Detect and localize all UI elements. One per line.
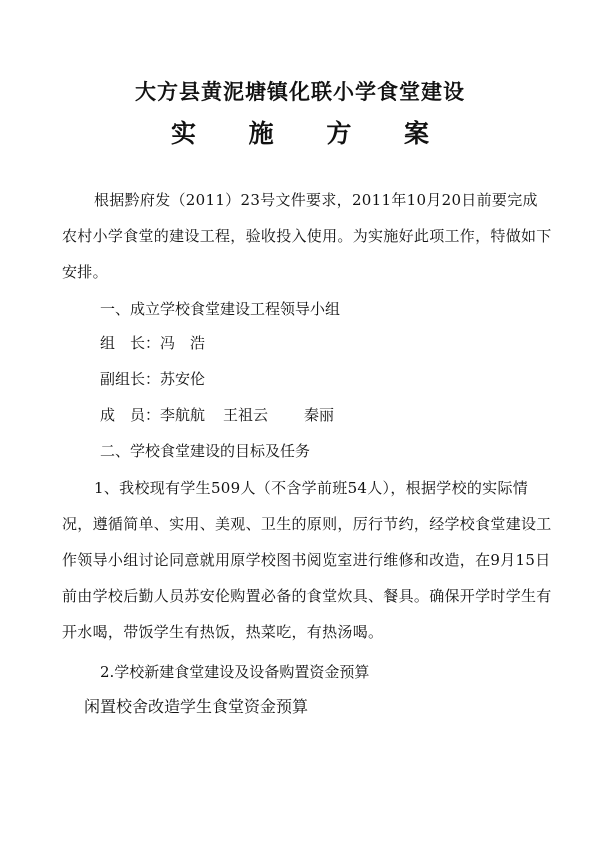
section2-heading: 二、学校食堂建设的目标及任务 [100, 442, 311, 460]
member-1: 李航航 [160, 406, 206, 424]
member-2: 王祖云 [223, 406, 269, 424]
item1-paragraph: 1、我校现有学生509人（不含学前班54人），根据学校的实际情况，遵循简单、实用、美观、卫生的原则，厉行节约，经学校食堂建设工作领导小组讨论同意就用原学校图书阅览室进行维修和改造，在9月15日前由学校后勤人员苏安伦购置必备的食堂炊具、餐具。确保开学时学生有开水喝，带饭学生有热饭，热菜吃，有热汤喝。 [62, 479, 552, 641]
leader-row [100, 332, 205, 353]
leader-label: 组 长： [100, 334, 161, 352]
deputy-row [100, 368, 205, 389]
budget-title: 闲置校舍改造学生食堂资金预算 [84, 697, 309, 716]
member-3: 秦丽 [304, 406, 335, 424]
deputy-name: 苏安伦 [160, 370, 206, 388]
item2-heading: 2.学校新建食堂建设及设备购置资金预算 [100, 663, 370, 681]
section1-heading: 一、成立学校食堂建设工程领导小组 [100, 300, 341, 318]
members-row [100, 404, 334, 425]
members-label: 成 员： [100, 406, 161, 424]
document-subtitle: 实 施 方 案 [170, 119, 452, 148]
intro-paragraph: 根据黔府发（2011）23号文件要求，2011年10月20日前要完成农村小学食堂的建设工程，验收投入使用。为实施好此项工作，特做如下安排。 [62, 191, 552, 281]
document-title: 大方县黄泥塘镇化联小学食堂建设 [135, 79, 465, 104]
deputy-label: 副组长： [100, 370, 161, 388]
leader-name: 冯 浩 [160, 334, 206, 352]
